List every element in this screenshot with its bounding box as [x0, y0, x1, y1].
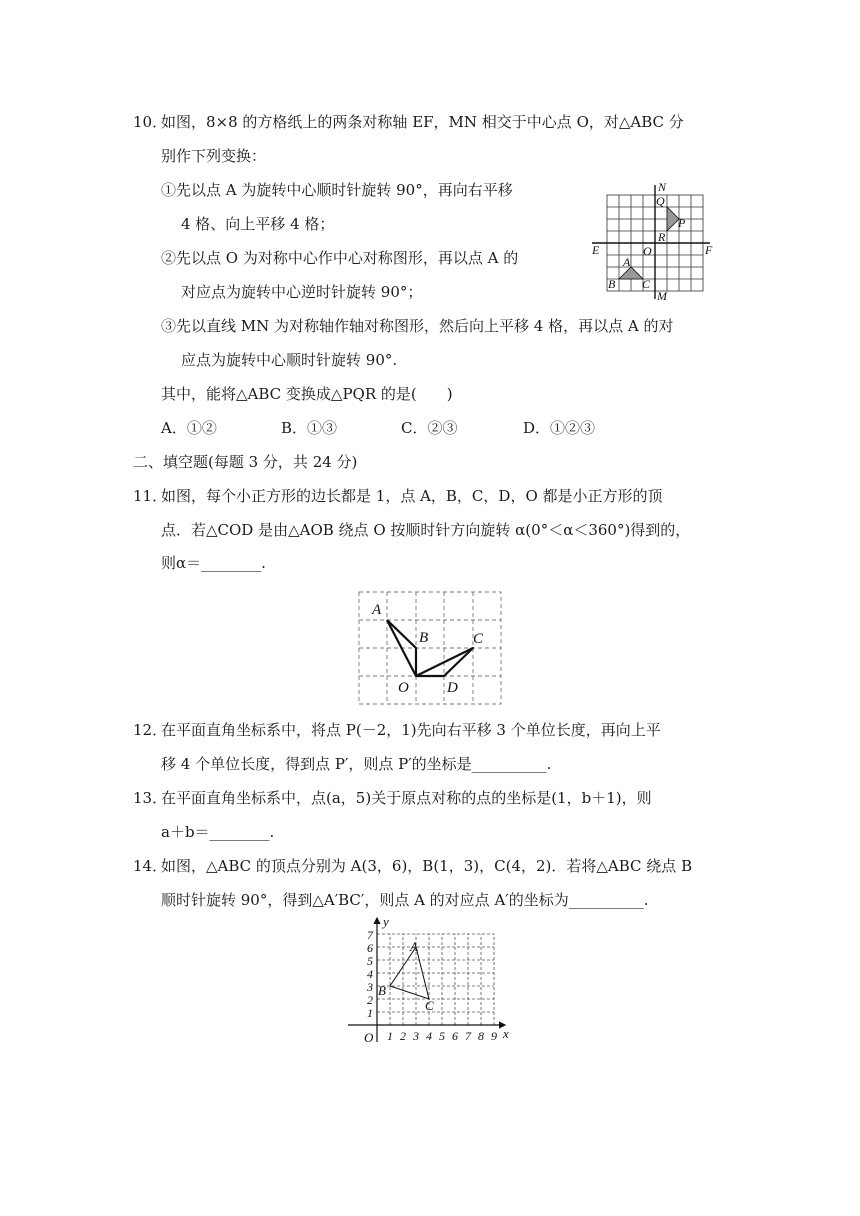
y-tick-label: 2 [367, 993, 373, 1007]
label-o: O [643, 244, 652, 258]
label-d: D [447, 680, 458, 696]
label-o: O [398, 680, 409, 696]
label-f: F [705, 243, 713, 257]
label-b: B [419, 630, 429, 646]
label-p: P [678, 216, 686, 230]
y-tick-label: 5 [367, 954, 373, 968]
x-tick-label: 6 [452, 1029, 458, 1043]
q10-choice-c: C．②③ [401, 419, 458, 437]
q14-line2: 顺时针旋转 90°，得到△A′BC′，则点 A 的对应点 A′的坐标为__________. [161, 891, 649, 909]
label-a: A [410, 939, 418, 954]
q13-line1: 在平面直角坐标系中，点(a，5)关于原点对称的点的坐标是(1，b＋1)，则 [161, 789, 652, 807]
q10-stem-line1: 如图，8×8 的方格纸上的两条对称轴 EF，MN 相交于中心点 O，对△ABC 分 [161, 113, 684, 131]
q10-option3-line2: 应点为旋转中心顺时针旋转 90°. [181, 351, 398, 369]
q14-figure [340, 912, 520, 1052]
triangle-cod [416, 648, 473, 676]
label-n: N [658, 180, 667, 194]
q10-stem-line2: 别作下列变换： [161, 147, 267, 165]
x-tick-label: 5 [439, 1029, 445, 1043]
q14-line1: 如图，△ABC 的顶点分别为 A(3，6)，B(1，3)，C(4，2)．若将△ABC 绕点 B [161, 857, 693, 875]
q11-figure [350, 586, 510, 708]
y-tick-label: 4 [367, 967, 373, 981]
label-c: C [473, 631, 484, 647]
y-tick-label: 6 [367, 941, 373, 955]
label-c: C [425, 998, 434, 1013]
label-e: E [592, 243, 600, 257]
x-tick-label: 3 [413, 1029, 419, 1043]
q10-choice-b: B．①③ [281, 419, 338, 437]
q10-option2-line1: ②先以点 O 为对称中心作中心对称图形，再以点 A 的 [161, 249, 519, 267]
y-tick-label: 7 [367, 928, 373, 942]
x-tick-label: 7 [465, 1029, 471, 1043]
q13-line2: a＋b＝________. [161, 823, 275, 841]
label-y: y [383, 914, 389, 929]
q10-number: 10． [133, 113, 168, 131]
q10-option3-line1: ③先以直线 MN 为对称轴作轴对称图形，然后向上平移 4 格，再以点 A 的对 [161, 317, 674, 335]
q11-number: 11． [133, 487, 168, 505]
q11-line2: 点．若△COD 是由△AOB 绕点 O 按顺时针方向旋转 α(0°＜α＜360°)得到的， [161, 521, 691, 539]
x-tick-label: 8 [478, 1029, 484, 1043]
q12-line2: 移 4 个单位长度，得到点 P′，则点 P′的坐标是__________. [161, 755, 552, 773]
q10-option2-line2: 对应点为旋转中心逆时针旋转 90°； [181, 283, 423, 301]
q14-number: 14． [133, 857, 168, 875]
x-tick-label: 4 [426, 1029, 432, 1043]
x-tick-label: 2 [400, 1029, 406, 1043]
y-tick-label: 1 [367, 1006, 373, 1020]
q10-choice-a: A．①② [161, 419, 217, 437]
label-q: Q [656, 194, 665, 208]
label-a: A [623, 255, 631, 269]
label-r: R [658, 230, 666, 244]
label-x: x [503, 1026, 509, 1041]
q12-number: 12． [133, 721, 168, 739]
q11-line1: 如图，每个小正方形的边长都是 1，点 A，B，C，D，O 都是小正方形的顶 [161, 487, 663, 505]
q10-option1-line1: ①先以点 A 为旋转中心顺时针旋转 90°，再向右平移 [161, 181, 513, 199]
q13-number: 13． [133, 789, 168, 807]
q12-line1: 在平面直角坐标系中，将点 P(－2，1)先向右平移 3 个单位长度，再向上平 [161, 721, 661, 739]
q10-question: 其中，能将△ABC 变换成△PQR 的是( ) [161, 385, 453, 403]
label-c: C [642, 277, 651, 291]
label-a: A [372, 602, 382, 618]
y-tick-label: 3 [367, 980, 373, 994]
q11-line3: 则α＝________. [161, 554, 266, 572]
x-tick-label: 1 [387, 1029, 393, 1043]
section2-heading: 二、填空题(每题 3 分，共 24 分) [133, 453, 358, 471]
x-tick-label: 9 [491, 1029, 497, 1043]
label-m: M [657, 289, 667, 302]
label-origin: O [364, 1030, 374, 1045]
q10-grid-figure [588, 180, 718, 302]
q10-option1-line2: 4 格、向上平移 4 格； [181, 215, 335, 233]
label-b: B [378, 983, 386, 998]
q10-choice-d: D．①②③ [523, 419, 596, 437]
label-b: B [608, 277, 616, 291]
